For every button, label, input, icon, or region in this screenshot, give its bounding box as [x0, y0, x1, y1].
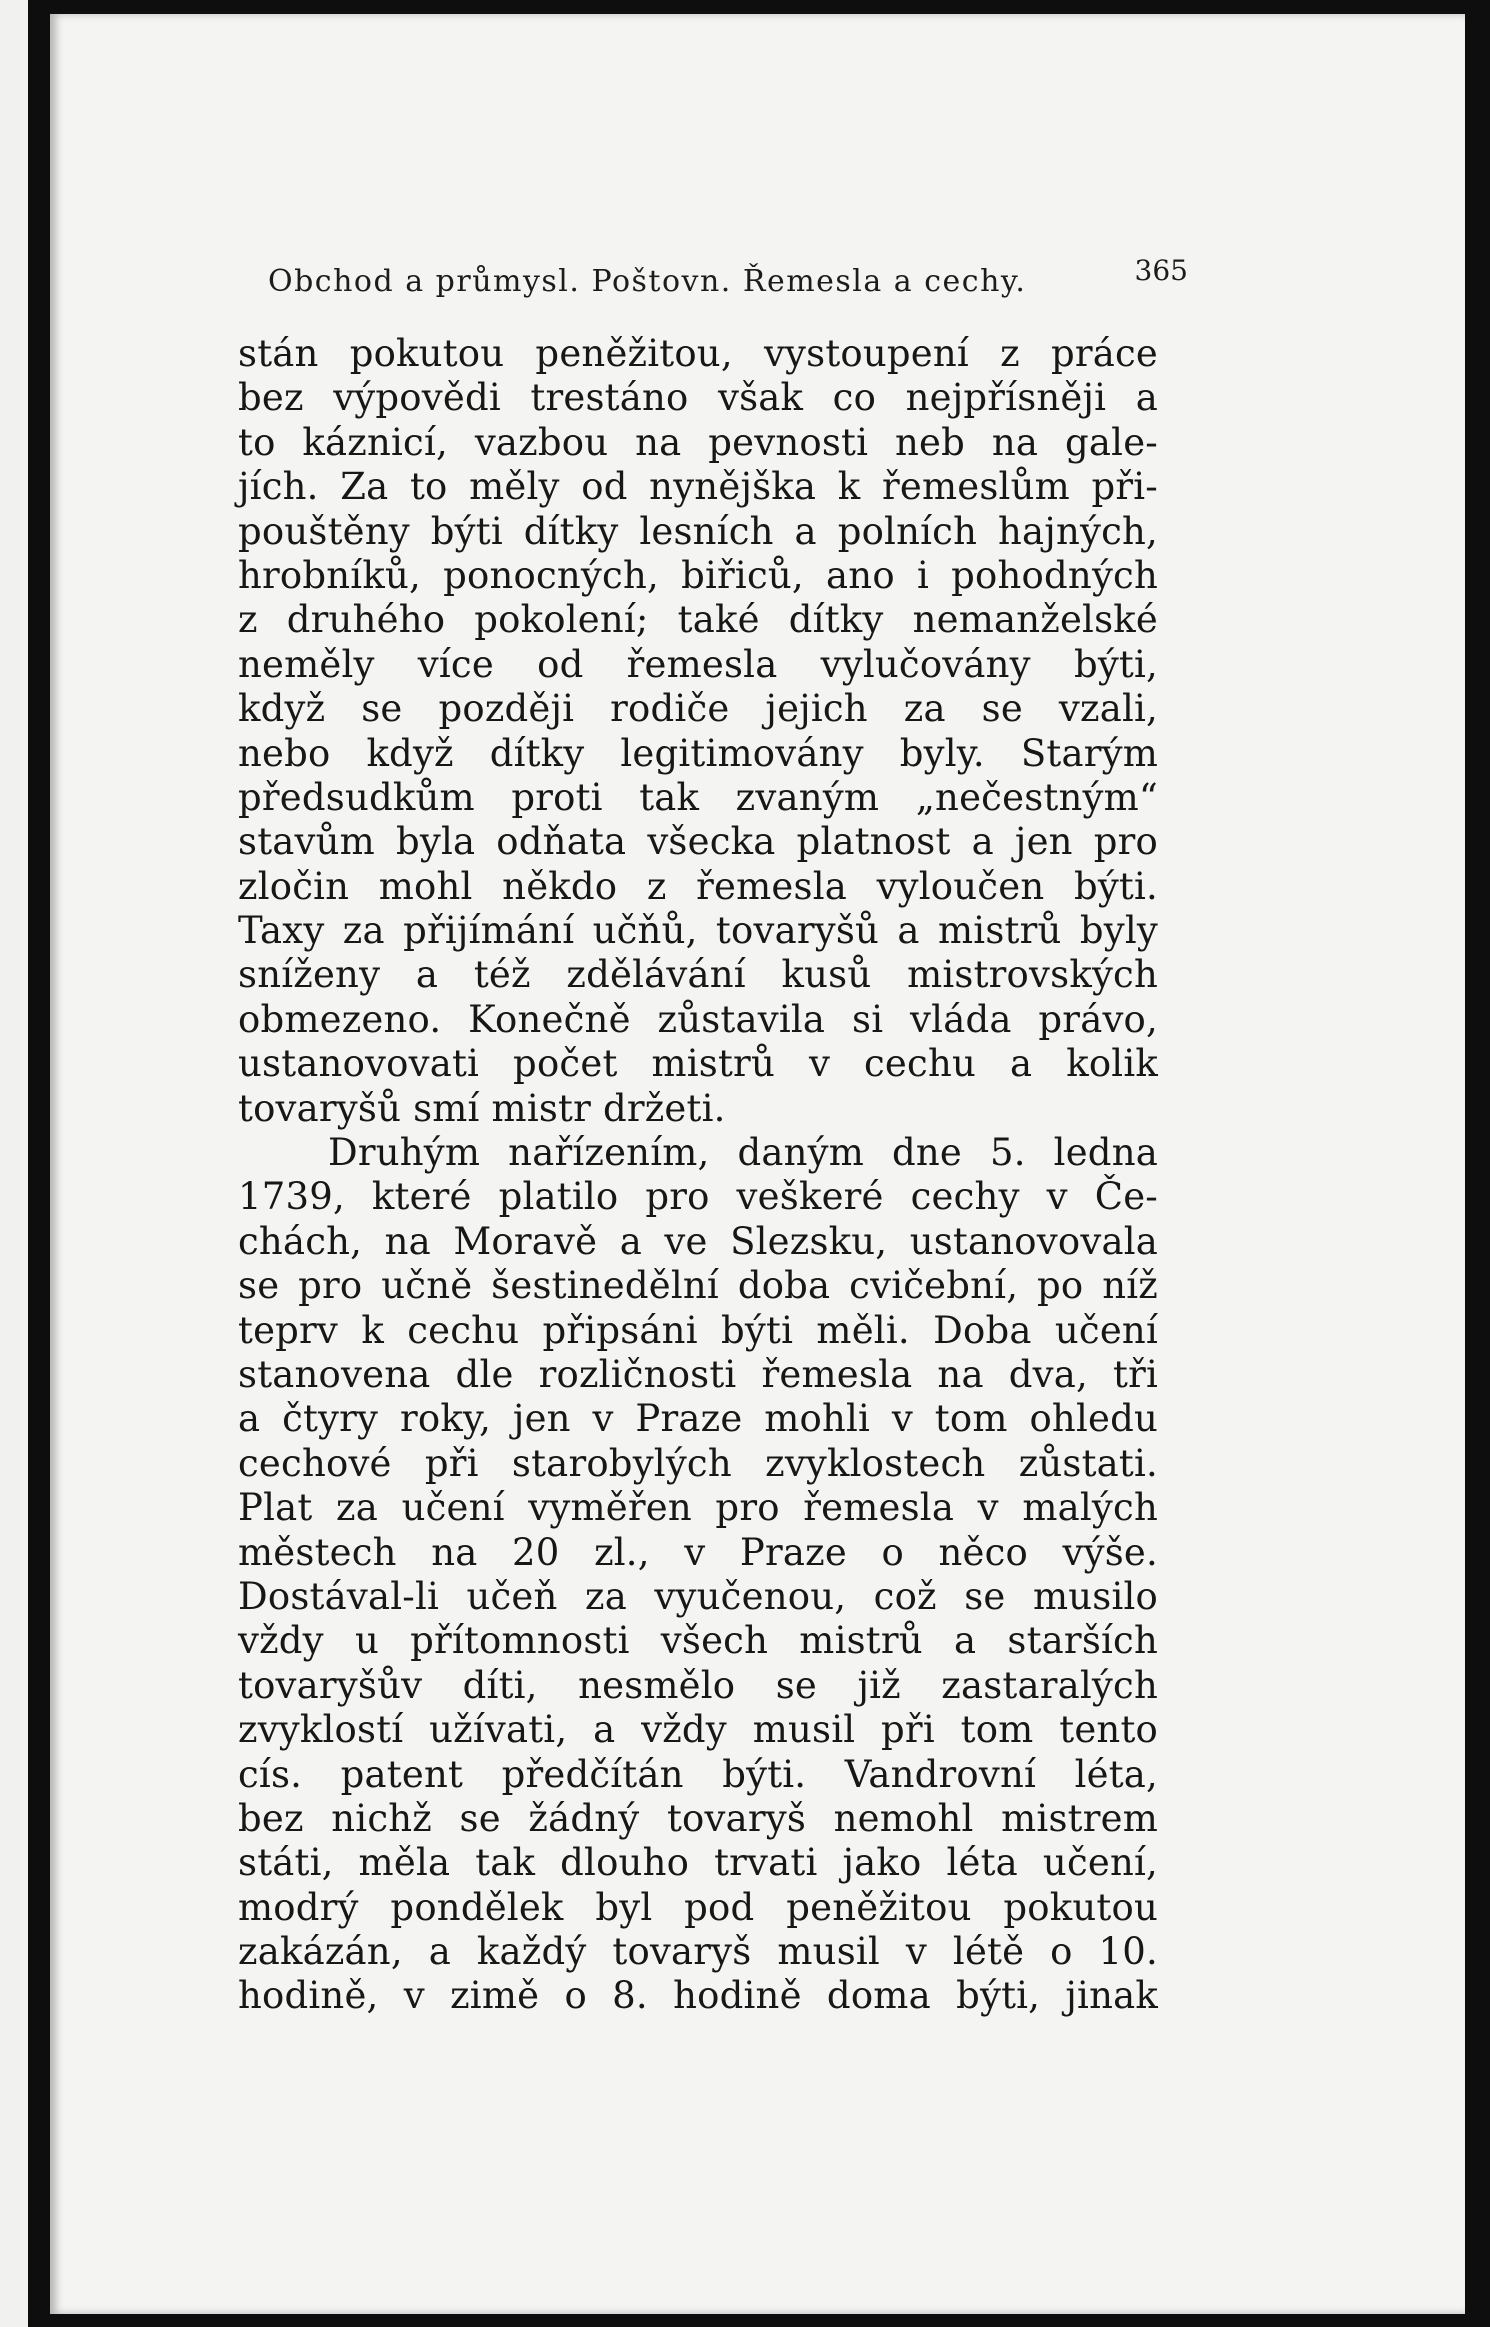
page-header [268, 254, 1188, 304]
text-line: z druhého pokolení; také dítky nemanželské [238, 598, 1158, 642]
text-line: se pro učně šestinedělní doba cvičební, po níž [238, 1264, 1158, 1308]
text-line: cechové při starobylých zvyklostech zůstati. [238, 1441, 1158, 1485]
text-line: pouštěny býti dítky lesních a polních hajných, [238, 509, 1158, 553]
text-line: to káznicí, vazbou na pevnosti neb na gale- [238, 420, 1158, 464]
body-text [238, 332, 1158, 2019]
text-line: neměly více od řemesla vylučovány býti, [238, 642, 1158, 686]
text-line: stanovena dle rozličnosti řemesla na dva, tři [238, 1352, 1158, 1396]
text-line: obmezeno. Konečně zůstavila si vláda právo, [238, 997, 1158, 1041]
text-line: když se později rodiče jejich za se vzali, [238, 687, 1158, 731]
text-line: vždy u přítomnosti všech mistrů a starších [238, 1619, 1158, 1663]
text-line: státi, měla tak dlouho trvati jako léta učení, [238, 1841, 1158, 1885]
text-line: stavům byla odňata všecka platnost a jen pro [238, 820, 1158, 864]
page-number: 365 [1134, 254, 1188, 287]
text-line: teprv k cechu připsáni býti měli. Doba učení [238, 1308, 1158, 1352]
text-line: cís. patent předčítán býti. Vandrovní léta, [238, 1752, 1158, 1796]
text-line: předsudkům proti tak zvaným „nečestným“ [238, 775, 1158, 819]
text-line: městech na 20 zl., v Praze o něco výše. [238, 1530, 1158, 1574]
text-line: nebo když dítky legitimovány byly. Starým [238, 731, 1158, 775]
text-line: bez nichž se žádný tovaryš nemohl mistrem [238, 1796, 1158, 1840]
facing-page-edge [0, 0, 28, 2327]
book-page [50, 14, 1465, 2314]
text-line: tovaryšův díti, nesmělo se již zastaralých [238, 1663, 1158, 1707]
text-line: Taxy za přijímání učňů, tovaryšů a mistrů byly [238, 909, 1158, 953]
text-line: ustanovovati počet mistrů v cechu a kolik [238, 1042, 1158, 1086]
text-line: stán pokutou peněžitou, vystoupení z práce [238, 332, 1158, 375]
text-line: hrobníků, ponocných, biřiců, ano i pohodných [238, 553, 1158, 597]
text-line: Dostával-li učeň za vyučenou, což se musilo [238, 1574, 1158, 1618]
text-line: modrý pondělek byl pod peněžitou pokutou [238, 1885, 1158, 1929]
text-line: tovaryšů smí mistr držeti. [238, 1086, 726, 1130]
text-line: zvyklostí užívati, a vždy musil při tom tento [238, 1708, 1158, 1752]
text-line: 1739, které platilo pro veškeré cechy v Če- [238, 1175, 1158, 1219]
text-line: hodině, v zimě o 8. hodině doma býti, jinak [238, 1974, 1158, 2018]
text-line: sníženy a též zdělávání kusů mistrovských [238, 953, 1158, 997]
text-line: Druhým nařízením, daným dne 5. ledna [328, 1131, 1158, 1175]
text-line: Plat za učení vyměřen pro řemesla v malých [238, 1486, 1158, 1530]
text-line: bez výpovědi trestáno však co nejpřísněji a [238, 376, 1158, 420]
running-head: Obchod a průmysl. Poštovn. Řemesla a cechy. [268, 264, 1027, 299]
text-line: zločin mohl někdo z řemesla vyloučen býti. [238, 864, 1158, 908]
text-line: a čtyry roky, jen v Praze mohli v tom ohledu [238, 1397, 1158, 1441]
text-line: zakázán, a každý tovaryš musil v létě o 10. [238, 1930, 1158, 1974]
text-line: chách, na Moravě a ve Slezsku, ustanovovala [238, 1219, 1158, 1263]
text-line: jích. Za to měly od nynějška k řemeslům při- [238, 465, 1158, 509]
